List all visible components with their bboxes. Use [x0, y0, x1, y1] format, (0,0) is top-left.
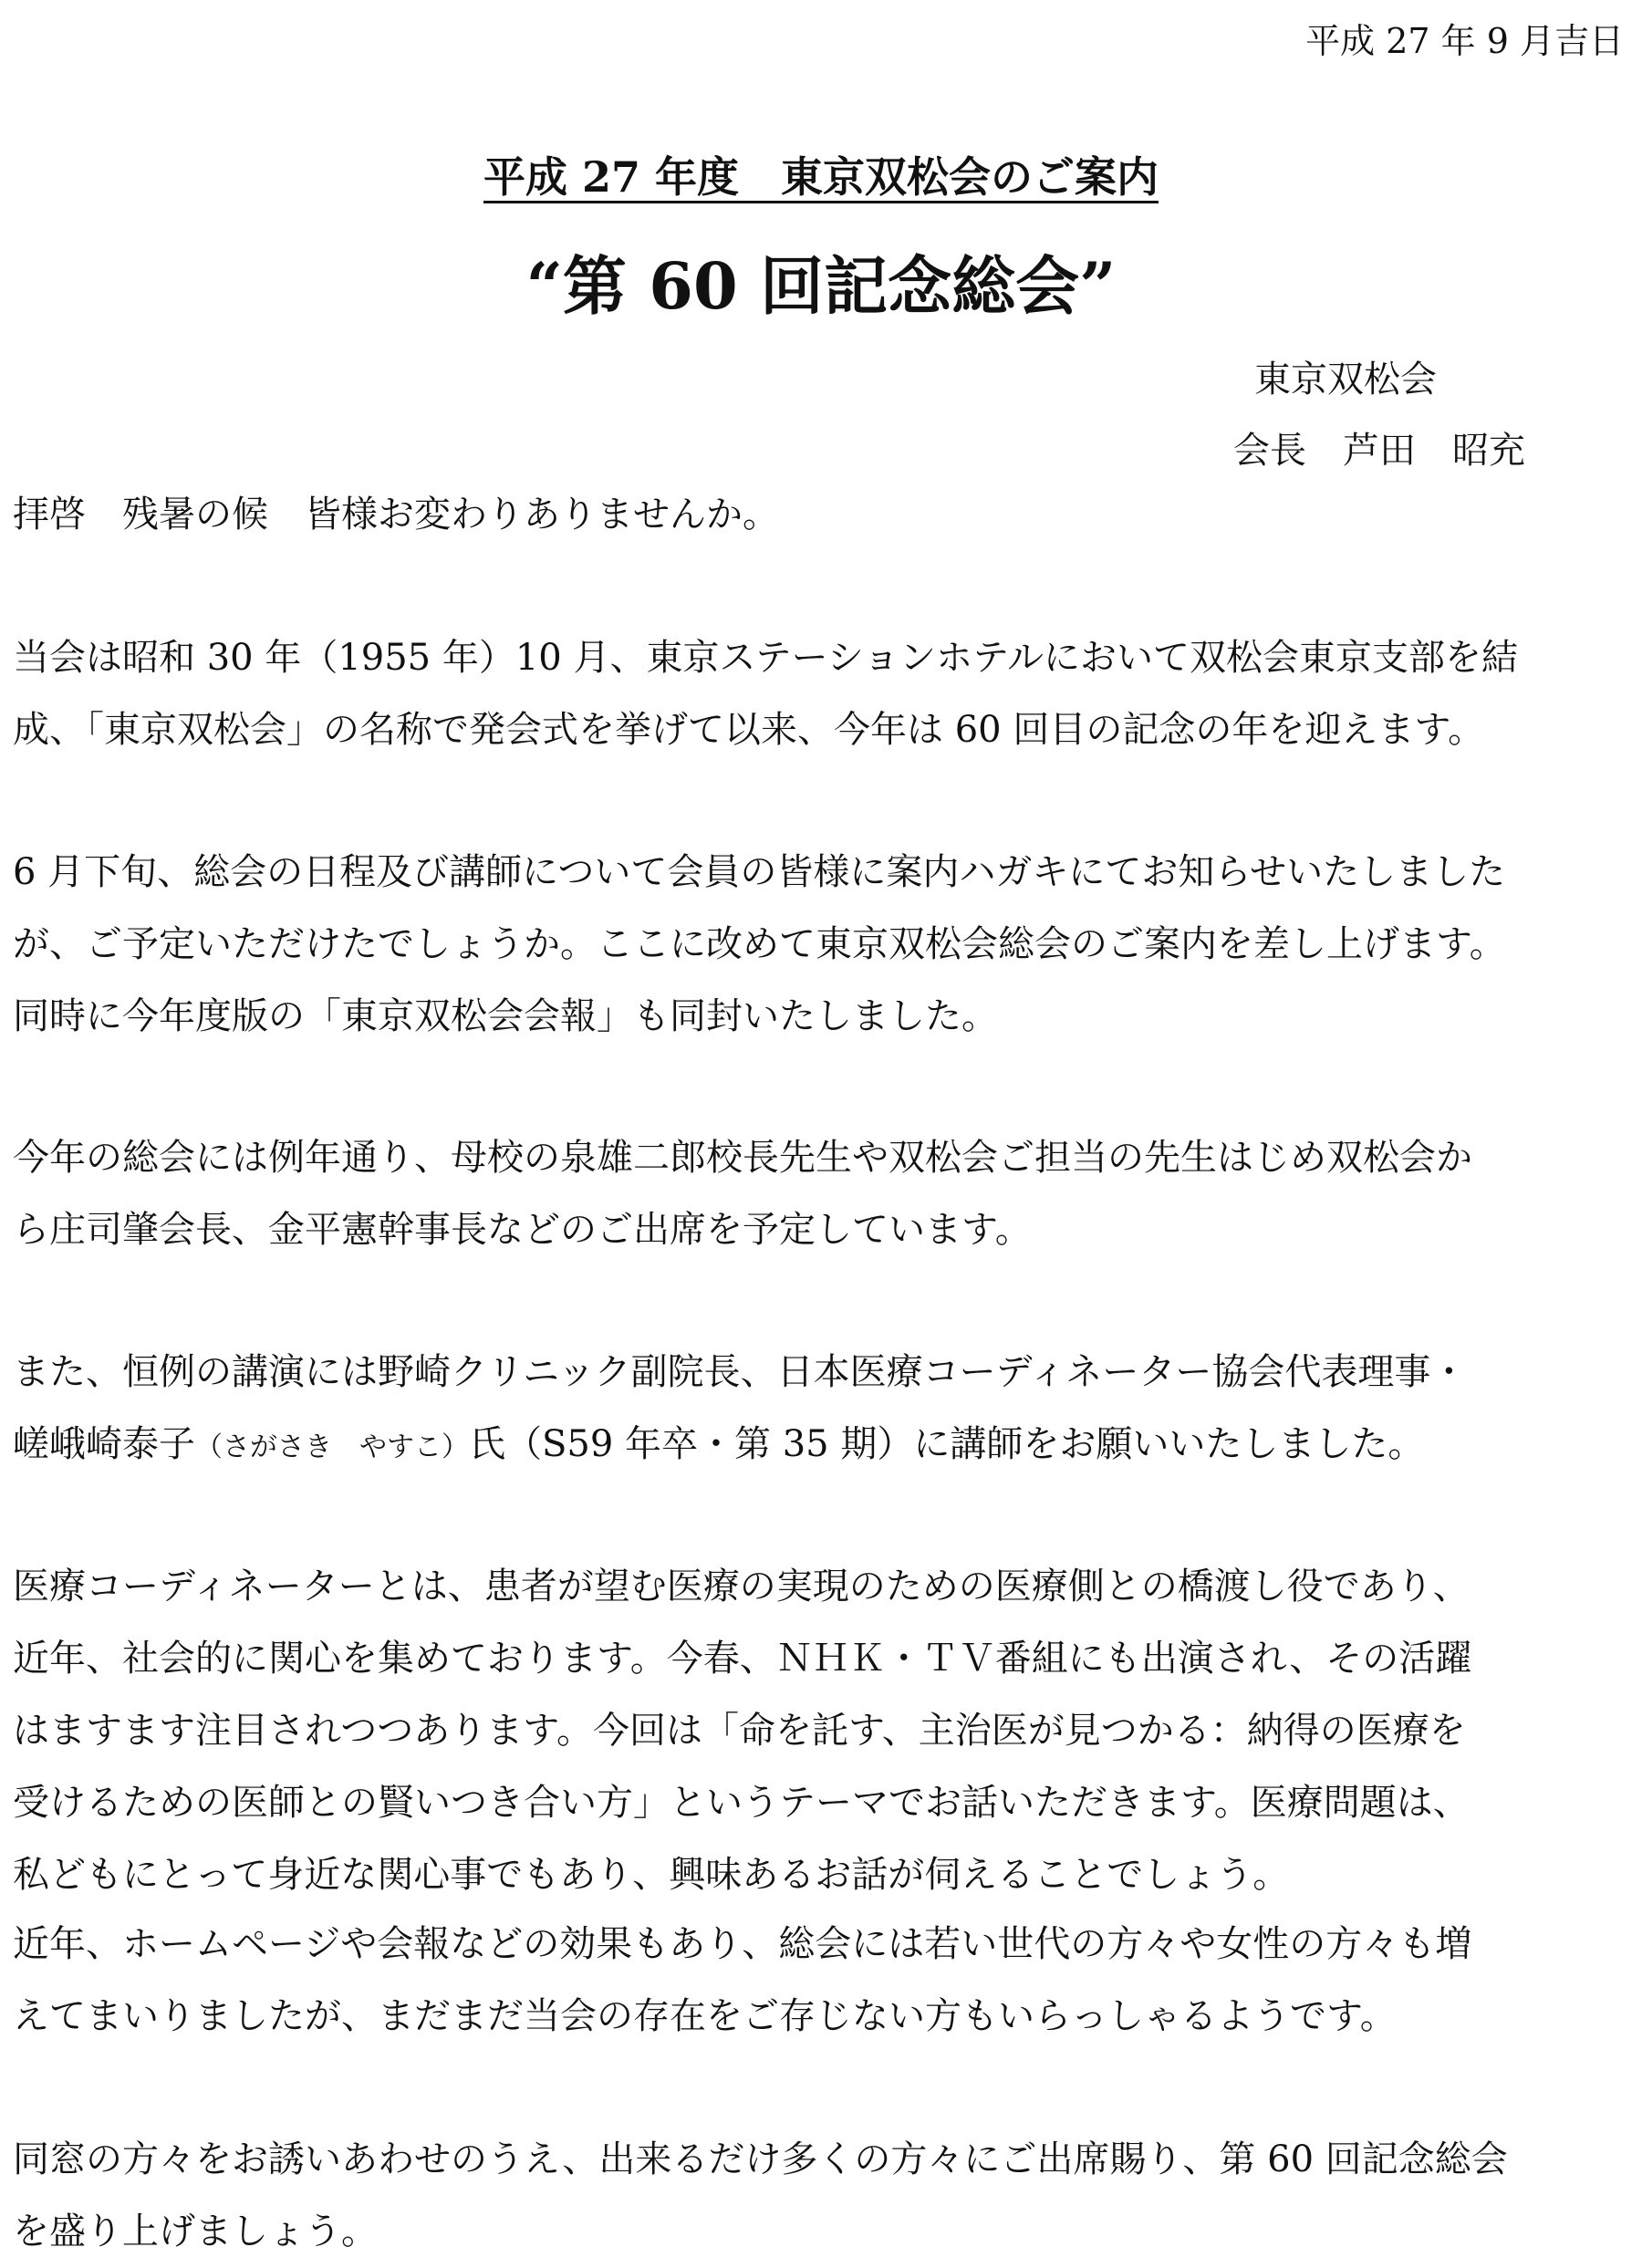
document-subtitle: “第 60 回記念総会” — [525, 248, 1117, 324]
paragraph-line: 私どもにとって身近な関心事でもあり、興味あるお話が伺えることでしょう。 — [13, 1854, 1290, 1896]
paragraph-line — [13, 1409, 1629, 1483]
paragraph-line: 当会は昭和 30 年（1955 年）10 月、東京ステーションホテルにおいて双松会東京支部を結 — [13, 637, 1519, 679]
paragraph-line: また、恒例の講演には野崎クリニック副院長、日本医療コーディネーター協会代表理事・ — [13, 1351, 1468, 1393]
paragraph-line: 近年、社会的に関心を集めております。今春、ＮＨＫ・ＴＶ番組にも出演され、その活躍 — [13, 1638, 1472, 1680]
paragraph-line: を盛り上げましょう。 — [13, 2211, 378, 2252]
paragraph-line: ら庄司肇会長、金平憲幹事長などのご出席を予定しています。 — [13, 1209, 1032, 1251]
paragraph-attendees — [13, 1122, 1629, 1266]
paragraph-line: 同窓の方々をお誘いあわせのうえ、出来るだけ多くの方々にご出席賜り、第 60 回記念総会 — [13, 2138, 1508, 2180]
document-title-text: 平成 27 年度 東京双松会のご案内 — [483, 152, 1159, 202]
paragraph-line: が、ご予定いただけたでしょうか。ここに改めて東京双松会総会のご案内を差し上げます。 — [13, 923, 1506, 965]
paragraph-line: 受けるための医師との賢いつき合い方」というテーマでお話いただきます。医療問題は、 — [13, 1782, 1470, 1824]
lecturer-details: 氏（S59 年卒・第 35 期）に講師をお願いいたしました。 — [469, 1423, 1425, 1465]
document-date: 平成 27 年 9 月吉日 — [1305, 21, 1624, 61]
paragraph-line: 近年、ホームページや会報などの効果もあり、総会には若い世代の方々や女性の方々も増 — [13, 1923, 1472, 1965]
sender-president: 会長 芦田 昭充 — [1233, 430, 1525, 472]
paragraph-lecture — [13, 1337, 1629, 1483]
lecturer-name: 嵯峨崎泰子 — [13, 1423, 195, 1465]
sender-organization: 東京双松会 — [1254, 359, 1437, 401]
paragraph-line: 医療コーディネーターとは、患者が望む医療の実現のための医療側との橋渡し役であり、 — [13, 1566, 1470, 1607]
paragraph-closing — [13, 2124, 1629, 2268]
paragraph-founding — [13, 622, 1629, 766]
paragraph-line: えてまいりましたが、まだまだ当会の存在をご存じない方もいらっしゃるようです。 — [13, 1995, 1397, 2037]
paragraph-line: はますます注目されつつあります。今回は「命を託す、主治医が見つかる：納得の医療を — [13, 1710, 1466, 1752]
paragraph-line: 成、「東京双松会」の名称で発会式を挙げて以来、今年は 60 回目の記念の年を迎えます。 — [13, 709, 1485, 751]
lecturer-name-reading: （さがさき やすこ） — [195, 1431, 469, 1463]
paragraph-line: 今年の総会には例年通り、母校の泉雄二郎校長先生や双松会ご担当の先生はじめ双松会か — [13, 1137, 1472, 1179]
paragraph-line: 同時に今年度版の「東京双松会会報」も同封いたしました。 — [13, 995, 998, 1037]
document-title — [0, 144, 1642, 204]
paragraph-membership — [13, 1909, 1629, 2053]
paragraph-notice — [13, 837, 1629, 1053]
paragraph-line: 6 月下旬、総会の日程及び講師について会員の皆様に案内ハガキにてお知らせいたしました — [13, 851, 1506, 893]
paragraph-coordinator — [13, 1551, 1629, 1911]
greeting-line: 拝啓 残暑の候 皆様お変わりありませんか。 — [13, 494, 779, 536]
greeting — [13, 479, 1629, 551]
